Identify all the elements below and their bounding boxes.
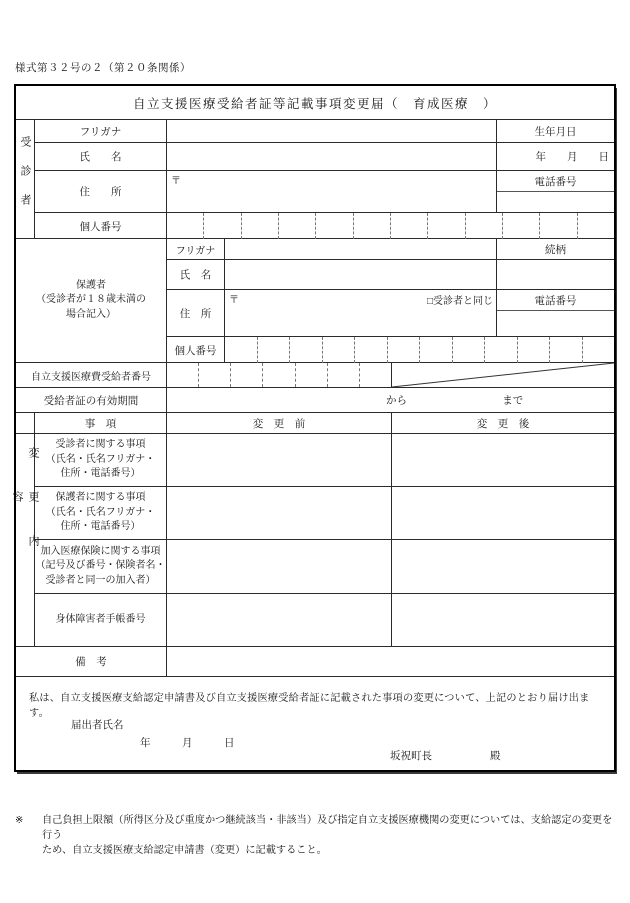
addressee-label: 坂祝町長 [390,751,432,762]
recipient-number-row [16,363,614,388]
digit-cell[interactable] [327,363,359,387]
guardian-relationship-label: 続柄 [545,244,566,256]
changes-section [11,434,614,647]
guardian-address-label: 住 所 [167,290,225,336]
recipient-phone-label: 電話番号 [497,171,614,192]
recipient-furigana-label: フリガナ [35,120,167,142]
recipient-name-label: 氏 名 [35,143,167,170]
digit-cell[interactable] [278,213,315,239]
digit-cell[interactable] [577,213,614,239]
digit-cell[interactable] [230,363,262,387]
recipient-personal-number-field[interactable] [167,213,614,239]
digit-cell[interactable] [465,213,502,239]
change-after-field[interactable] [392,434,614,486]
diagonal-strike-line [392,363,614,387]
guardian-furigana-label: フリガナ [167,239,225,259]
digit-cell[interactable] [539,213,576,239]
before-header: 変 更 前 [167,413,392,433]
guardian-section [16,239,614,363]
digit-cell[interactable] [354,337,387,363]
change-before-field[interactable] [167,594,392,647]
digit-cell[interactable] [387,337,420,363]
declaration-date-field[interactable]: 年 月 日 [140,738,235,749]
guardian-furigana-field[interactable] [225,239,497,259]
change-after-field[interactable] [392,487,614,539]
digit-cell[interactable] [203,213,240,239]
change-item-recipient: 受診者に関する事項 （氏名・氏名フリガナ・ 住所・電話番号） [35,434,167,486]
remarks-label: 備 考 [16,647,167,676]
guardian-name-field[interactable] [225,260,497,289]
honorific-label: 殿 [490,751,501,762]
recipient-number-field[interactable] [167,363,392,387]
digit-cell[interactable] [315,213,352,239]
changes-header-row [16,413,614,434]
change-before-field[interactable] [167,434,392,486]
footnote-line: ため、自立支援医療支給認定申請書（変更）に記載すること。 [42,844,327,856]
form-box [11,84,616,772]
recipient-number-blank-cell [392,363,614,387]
guardian-address-field[interactable] [225,290,497,336]
digit-cell[interactable] [359,363,391,387]
footnote [15,814,615,858]
digit-cell[interactable] [167,213,203,239]
validity-row [16,388,614,413]
change-before-field[interactable] [167,540,392,593]
digit-cell[interactable] [241,213,278,239]
after-header: 変 更 後 [476,418,530,430]
digit-cell[interactable] [582,337,615,363]
validity-from-label: から [386,395,408,407]
item-header: 事 項 [35,413,167,433]
guardian-phone-label: 電話番号 [497,290,614,311]
digit-cell[interactable] [390,213,427,239]
remarks-field[interactable] [167,647,614,676]
digit-cell[interactable] [502,213,539,239]
recipient-section [16,120,614,239]
guardian-relationship-field[interactable] [497,260,614,289]
recipient-birthdate-label: 生年月日 [534,126,577,138]
postal-mark: 〒 [171,176,181,187]
recipient-phone-field[interactable] [497,192,614,212]
change-after-field[interactable] [392,594,614,647]
change-item-disability-certificate: 身体障害者手帳番号 [35,594,167,647]
validity-until-label: まで [502,395,524,407]
changes-section-label: 変更内容 [16,434,35,646]
change-item-guardian: 保護者に関する事項 （氏名・氏名フリガナ・ 住所・電話番号） [35,487,167,539]
footnote-marker: ※ [15,815,24,826]
remarks-row [16,647,614,677]
change-before-field[interactable] [167,487,392,539]
recipient-address-field[interactable] [167,171,497,212]
same-as-recipient-checkbox[interactable]: □受診者と同じ [426,296,493,307]
recipient-birthdate-field[interactable]: 年 月 日 [535,152,609,163]
change-item-insurance: 加入医療保険に関する事項 （記号及び番号・保険者名・ 受診者と同一の加入者） [35,540,167,593]
form-title: 自立支援医療受給者証等記載事項変更届（ 育成医療 ） [16,86,614,120]
changes-header-spacer [16,413,35,433]
recipient-name-field[interactable] [167,143,497,170]
digit-cell[interactable] [198,363,230,387]
digit-cell[interactable] [419,337,452,363]
validity-label: 受給者証の有効期間 [16,388,167,412]
declaration-block [16,677,614,770]
digit-cell[interactable] [452,337,485,363]
digit-cell[interactable] [484,337,517,363]
guardian-personal-number-field[interactable] [225,337,614,363]
guardian-phone-field[interactable] [497,311,614,336]
guardian-name-label: 氏 名 [167,260,225,289]
digit-cell[interactable] [295,363,327,387]
digit-cell[interactable] [427,213,464,239]
form-number: 様式第３２号の２（第２０条関係） [15,63,191,74]
validity-field[interactable] [167,388,614,412]
declaration-statement: 私は、自立支援医療支給認定申請書及び自立支援医療受給者証に記載された事項の変更について、上記のとおり届け出ます。 [29,693,590,719]
footnote-line: 自己負担上限額（所得区分及び重度かつ継続該当・非該当）及び指定自立支援医療機関の変更については、支給認定の変更を行う [42,815,613,841]
digit-cell[interactable] [167,363,198,387]
recipient-address-label: 住 所 [35,171,167,212]
digit-cell[interactable] [262,363,294,387]
digit-cell[interactable] [225,337,257,363]
applicant-name-label: 届出者氏名 [71,720,124,731]
recipient-furigana-field[interactable] [167,120,497,142]
guardian-personal-number-label: 個人番号 [167,337,225,363]
change-after-field[interactable] [392,540,614,593]
digit-cell[interactable] [549,337,582,363]
postal-mark: 〒 [229,295,239,306]
digit-cell[interactable] [289,337,322,363]
guardian-section-label: 保護者 （受診者が１８歳未満の 場合記入） [16,239,167,362]
digit-cell[interactable] [257,337,290,363]
recipient-personal-number-label: 個人番号 [35,213,167,239]
recipient-section-label: 受診者 [16,120,35,238]
digit-cell[interactable] [322,337,355,363]
recipient-number-label: 自立支援医療費受給者番号 [16,363,167,387]
digit-cell[interactable] [517,337,550,363]
digit-cell[interactable] [353,213,390,239]
